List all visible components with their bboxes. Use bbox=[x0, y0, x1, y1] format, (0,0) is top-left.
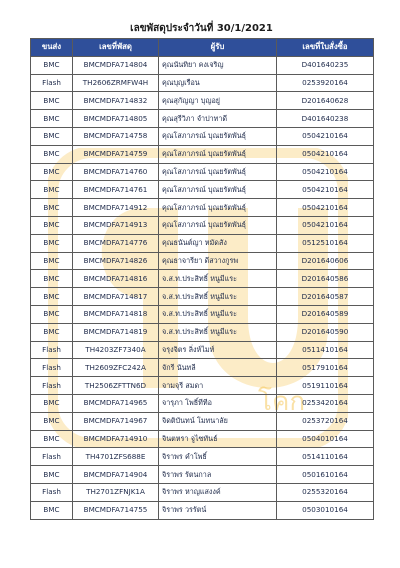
tracking-number-cell: BMCMDFA714804 bbox=[73, 56, 159, 74]
carrier-cell: Flash bbox=[31, 483, 73, 501]
carrier-cell: BMC bbox=[31, 110, 73, 128]
table-row bbox=[31, 234, 374, 252]
order-number-cell: D201640586 bbox=[277, 270, 374, 288]
carrier-cell: BMC bbox=[31, 199, 73, 217]
order-number-cell: D201640589 bbox=[277, 305, 374, 323]
tracking-number-cell: BMCMDFA714761 bbox=[73, 181, 159, 199]
recipient-cell: คุณบุญเรือน bbox=[159, 74, 277, 92]
tracking-number-cell: BMCMDFA714912 bbox=[73, 199, 159, 217]
tracking-number-cell: TH2609ZFC242A bbox=[73, 359, 159, 377]
table-row bbox=[31, 359, 374, 377]
recipient-cell: คุณโสภาภรณ์ บุณยรัตพันธุ์ bbox=[159, 181, 277, 199]
order-number-cell: 0517910164 bbox=[277, 359, 374, 377]
recipient-cell: คุณโสภาภรณ์ บุณยรัตพันธุ์ bbox=[159, 216, 277, 234]
watermark-text: โคก bbox=[258, 387, 306, 417]
carrier-cell: BMC bbox=[31, 394, 73, 412]
recipient-cell: คุณโสภาภรณ์ บุณยรัตพันธุ์ bbox=[159, 145, 277, 163]
table-row bbox=[31, 110, 374, 128]
order-number-cell: 0512510164 bbox=[277, 234, 374, 252]
recipient-cell: คุณโสภาภรณ์ บุณยรัตพันธุ์ bbox=[159, 127, 277, 145]
carrier-cell: Flash bbox=[31, 448, 73, 466]
order-number-cell: 0253720164 bbox=[277, 412, 374, 430]
tracking-number-cell: BMCMDFA714817 bbox=[73, 288, 159, 306]
table-row bbox=[31, 216, 374, 234]
table-row bbox=[31, 305, 374, 323]
column-header-order-number: เลขที่ใบสั่งซื้อ bbox=[277, 39, 374, 57]
recipient-cell: จ.ส.ท.ประสิทธิ์ หนูมีแระ bbox=[159, 270, 277, 288]
carrier-cell: BMC bbox=[31, 145, 73, 163]
carrier-cell: BMC bbox=[31, 288, 73, 306]
recipient-cell: จินตหรา จูไซทันธ์ bbox=[159, 430, 277, 448]
table-row bbox=[31, 252, 374, 270]
table-row bbox=[31, 341, 374, 359]
tracking-number-cell: BMCMDFA714818 bbox=[73, 305, 159, 323]
order-number-cell: 0504210164 bbox=[277, 163, 374, 181]
order-number-cell: 0501610164 bbox=[277, 466, 374, 484]
tracking-number-cell: BMCMDFA714759 bbox=[73, 145, 159, 163]
recipient-cell: จามจุรี สมดา bbox=[159, 377, 277, 395]
tracking-number-cell: BMCMDFA714965 bbox=[73, 394, 159, 412]
parcel-table bbox=[30, 38, 374, 520]
order-number-cell: D401640235 bbox=[277, 56, 374, 74]
tracking-number-cell: BMCMDFA714758 bbox=[73, 127, 159, 145]
tracking-number-cell: BMCMDFA714755 bbox=[73, 501, 159, 519]
table-row bbox=[31, 466, 374, 484]
tracking-number-cell: BMCMDFA714904 bbox=[73, 466, 159, 484]
order-number-cell: D201640606 bbox=[277, 252, 374, 270]
tracking-number-cell: BMCMDFA714760 bbox=[73, 163, 159, 181]
table-row bbox=[31, 92, 374, 110]
carrier-cell: Flash bbox=[31, 74, 73, 92]
table-row bbox=[31, 448, 374, 466]
table-row bbox=[31, 501, 374, 519]
recipient-cell: คุณโสภาภรณ์ บุณยรัตพันธุ์ bbox=[159, 199, 277, 217]
order-number-cell: 0253920164 bbox=[277, 74, 374, 92]
order-number-cell: 0514110164 bbox=[277, 448, 374, 466]
order-number-cell: 0511410164 bbox=[277, 341, 374, 359]
tracking-number-cell: BMCMDFA714910 bbox=[73, 430, 159, 448]
recipient-cell: จารุภา โพธิ์ทีทีอ bbox=[159, 394, 277, 412]
recipient-cell: จิราพร รัตนกาล bbox=[159, 466, 277, 484]
table-row bbox=[31, 483, 374, 501]
carrier-cell: Flash bbox=[31, 359, 73, 377]
carrier-cell: BMC bbox=[31, 92, 73, 110]
recipient-cell: จักรี นันทลี bbox=[159, 359, 277, 377]
column-header-recipient: ผู้รับ bbox=[159, 39, 277, 57]
table-row bbox=[31, 163, 374, 181]
table-row bbox=[31, 270, 374, 288]
table-row bbox=[31, 394, 374, 412]
table-row bbox=[31, 127, 374, 145]
tracking-number-cell: BMCMDFA714967 bbox=[73, 412, 159, 430]
order-number-cell: 0255320164 bbox=[277, 483, 374, 501]
order-number-cell: 0504210164 bbox=[277, 181, 374, 199]
recipient-cell: จ.ส.ท.ประสิทธิ์ หนูมีแระ bbox=[159, 305, 277, 323]
recipient-cell: จิราพร หาญแสงงค์ bbox=[159, 483, 277, 501]
table-row bbox=[31, 74, 374, 92]
tracking-number-cell: BMCMDFA714776 bbox=[73, 234, 159, 252]
order-number-cell: 0504210164 bbox=[277, 145, 374, 163]
recipient-cell: จ.ส.ท.ประสิทธิ์ หนูมีแระ bbox=[159, 323, 277, 341]
carrier-cell: BMC bbox=[31, 466, 73, 484]
order-number-cell: 0519110164 bbox=[277, 377, 374, 395]
recipient-cell: จรุงจิตร ลิ่งห์ไมท์ bbox=[159, 341, 277, 359]
table-row bbox=[31, 145, 374, 163]
table-row bbox=[31, 56, 374, 74]
tracking-number-cell: BMCMDFA714805 bbox=[73, 110, 159, 128]
recipient-cell: คุณธาจารียา ดีสวางกูรพ bbox=[159, 252, 277, 270]
table-row bbox=[31, 430, 374, 448]
order-number-cell: 0253420164 bbox=[277, 394, 374, 412]
carrier-cell: BMC bbox=[31, 305, 73, 323]
carrier-cell: BMC bbox=[31, 181, 73, 199]
table-header-row bbox=[31, 39, 374, 57]
tracking-number-cell: TH2606ZRMFW4H bbox=[73, 74, 159, 92]
recipient-cell: คุณนันทิยา คงเจริญ bbox=[159, 56, 277, 74]
carrier-cell: BMC bbox=[31, 252, 73, 270]
carrier-cell: BMC bbox=[31, 127, 73, 145]
carrier-cell: BMC bbox=[31, 501, 73, 519]
order-number-cell: D201640590 bbox=[277, 323, 374, 341]
carrier-cell: Flash bbox=[31, 377, 73, 395]
recipient-cell: จิดติบันทน์ โมทนาลัย bbox=[159, 412, 277, 430]
column-header-tracking-number: เลขที่พัสดุ bbox=[73, 39, 159, 57]
table-row bbox=[31, 412, 374, 430]
tracking-number-cell: BMCMDFA714826 bbox=[73, 252, 159, 270]
table-row bbox=[31, 181, 374, 199]
recipient-cell: คุณสุกัญญา บุญอยู่ bbox=[159, 92, 277, 110]
carrier-cell: BMC bbox=[31, 323, 73, 341]
order-number-cell: 0504210164 bbox=[277, 216, 374, 234]
order-number-cell: 0504210164 bbox=[277, 199, 374, 217]
tracking-number-cell: TH2506ZFTTN6D bbox=[73, 377, 159, 395]
recipient-cell: จิราพร วรรัตน์ bbox=[159, 501, 277, 519]
order-number-cell: 0504210164 bbox=[277, 127, 374, 145]
carrier-cell: Flash bbox=[31, 341, 73, 359]
carrier-cell: BMC bbox=[31, 163, 73, 181]
tracking-number-cell: BMCMDFA714819 bbox=[73, 323, 159, 341]
table-row bbox=[31, 199, 374, 217]
recipient-cell: จิราพร คำโพธิ์ bbox=[159, 448, 277, 466]
tracking-number-cell: TH4203ZF7340A bbox=[73, 341, 159, 359]
carrier-cell: BMC bbox=[31, 234, 73, 252]
carrier-cell: BMC bbox=[31, 216, 73, 234]
order-number-cell: 0504010164 bbox=[277, 430, 374, 448]
carrier-cell: BMC bbox=[31, 56, 73, 74]
tracking-number-cell: TH4701ZFS688E bbox=[73, 448, 159, 466]
carrier-cell: BMC bbox=[31, 412, 73, 430]
tracking-number-cell: BMCMDFA714832 bbox=[73, 92, 159, 110]
tracking-number-cell: BMCMDFA714816 bbox=[73, 270, 159, 288]
recipient-cell: คุณธนันต์ญา หมัดสัง bbox=[159, 234, 277, 252]
table-row bbox=[31, 377, 374, 395]
recipient-cell: คุณโสภาภรณ์ บุณยรัตพันธุ์ bbox=[159, 163, 277, 181]
document-sheet bbox=[30, 22, 373, 520]
recipient-cell: คุณสุรีวิภา จำปาทาดี bbox=[159, 110, 277, 128]
table-row bbox=[31, 323, 374, 341]
order-number-cell: D401640238 bbox=[277, 110, 374, 128]
column-header-carrier: ขนส่ง bbox=[31, 39, 73, 57]
page-title: เลขพัสดุประจำวันที่ 30/1/2021 bbox=[130, 23, 273, 34]
order-number-cell: 0503010164 bbox=[277, 501, 374, 519]
tracking-number-cell: BMCMDFA714913 bbox=[73, 216, 159, 234]
carrier-cell: BMC bbox=[31, 270, 73, 288]
table-row bbox=[31, 288, 374, 306]
order-number-cell: D201640628 bbox=[277, 92, 374, 110]
recipient-cell: จ.ส.ท.ประสิทธิ์ หนูมีแระ bbox=[159, 288, 277, 306]
tracking-number-cell: TH2701ZFNJK1A bbox=[73, 483, 159, 501]
order-number-cell: D201640587 bbox=[277, 288, 374, 306]
carrier-cell: BMC bbox=[31, 430, 73, 448]
